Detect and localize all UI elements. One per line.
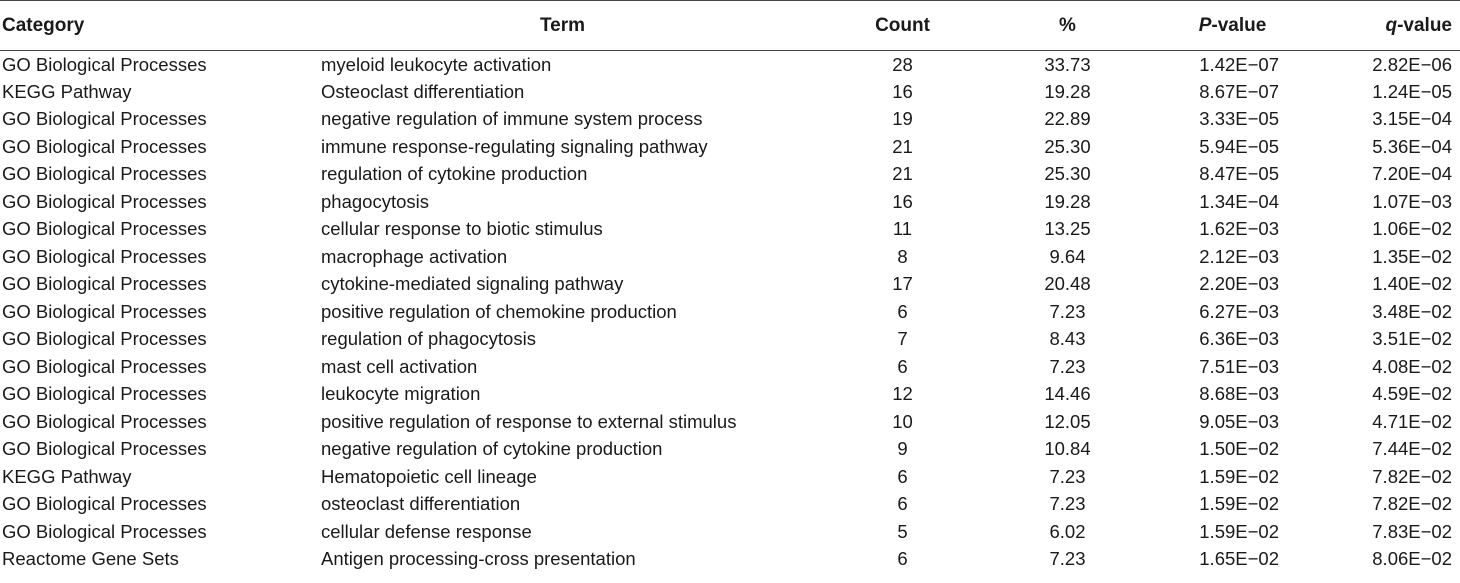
cell-term: phagocytosis	[321, 190, 429, 212]
cell-pvalue: 1.65E−02	[1199, 548, 1279, 570]
cell-term: Antigen processing-cross presentation	[321, 548, 636, 570]
cell-category: GO Biological Processes	[2, 355, 207, 377]
cell-category: GO Biological Processes	[2, 53, 207, 75]
table-row	[0, 188, 1460, 216]
table-row	[0, 216, 1460, 244]
cell-term: osteoclast differentiation	[321, 493, 521, 515]
header-pvalue	[1150, 1, 1315, 51]
table-row	[0, 353, 1460, 381]
cell-term: regulation of cytokine production	[321, 163, 588, 185]
cell-pvalue: 8.67E−07	[1199, 80, 1279, 102]
cell-category: GO Biological Processes	[2, 383, 207, 405]
cell-percent: 19.28	[1044, 190, 1091, 212]
cell-category: Reactome Gene Sets	[2, 548, 179, 570]
cell-category: GO Biological Processes	[2, 300, 207, 322]
cell-qvalue: 1.06E−02	[1372, 218, 1452, 240]
cell-percent: 33.73	[1044, 53, 1091, 75]
cell-percent: 13.25	[1044, 218, 1091, 240]
table-row	[0, 271, 1460, 299]
cell-percent: 22.89	[1044, 108, 1091, 130]
cell-count: 16	[892, 80, 913, 102]
cell-category: GO Biological Processes	[2, 245, 207, 267]
cell-category: GO Biological Processes	[2, 108, 207, 130]
table-row	[0, 463, 1460, 491]
cell-count: 8	[897, 245, 908, 267]
cell-qvalue: 7.82E−02	[1372, 493, 1452, 515]
cell-category: GO Biological Processes	[2, 218, 207, 240]
cell-pvalue: 8.68E−03	[1199, 383, 1279, 405]
cell-pvalue: 1.62E−03	[1199, 218, 1279, 240]
table-row	[0, 161, 1460, 189]
cell-category: GO Biological Processes	[2, 328, 207, 350]
table-row	[0, 491, 1460, 519]
header-term: Term	[305, 1, 820, 51]
cell-qvalue: 1.07E−03	[1372, 190, 1452, 212]
cell-pvalue: 2.12E−03	[1199, 245, 1279, 267]
cell-qvalue: 4.59E−02	[1372, 383, 1452, 405]
cell-qvalue: 8.06E−02	[1372, 548, 1452, 570]
cell-qvalue: 7.82E−02	[1372, 465, 1452, 487]
cell-category: GO Biological Processes	[2, 438, 207, 460]
cell-qvalue: 1.40E−02	[1372, 273, 1452, 295]
cell-term: negative regulation of cytokine production	[321, 438, 663, 460]
cell-term: macrophage activation	[321, 245, 508, 267]
cell-qvalue: 1.24E−05	[1372, 80, 1452, 102]
cell-pvalue: 8.47E−05	[1199, 163, 1279, 185]
cell-qvalue: 2.82E−06	[1372, 53, 1452, 75]
cell-term: negative regulation of immune system process	[321, 108, 703, 130]
cell-count: 11	[892, 218, 913, 240]
cell-pvalue: 1.34E−04	[1199, 190, 1279, 212]
cell-count: 28	[892, 53, 913, 75]
table-row	[0, 106, 1460, 134]
cell-qvalue: 7.20E−04	[1372, 163, 1452, 185]
cell-category: GO Biological Processes	[2, 493, 207, 515]
header-qvalue-italic: q	[1385, 14, 1398, 36]
cell-qvalue: 7.44E−02	[1372, 438, 1452, 460]
header-count: Count	[820, 1, 985, 51]
cell-pvalue: 1.59E−02	[1199, 465, 1279, 487]
cell-count: 6	[897, 355, 908, 377]
table-row	[0, 518, 1460, 546]
table-row	[0, 381, 1460, 409]
cell-term: mast cell activation	[321, 355, 478, 377]
cell-category: KEGG Pathway	[2, 80, 132, 102]
cell-pvalue: 3.33E−05	[1199, 108, 1279, 130]
cell-term: Osteoclast differentiation	[321, 80, 525, 102]
cell-qvalue: 7.83E−02	[1372, 520, 1452, 542]
cell-count: 6	[897, 548, 908, 570]
cell-term: leukocyte migration	[321, 383, 481, 405]
cell-qvalue: 4.71E−02	[1372, 410, 1452, 432]
cell-percent: 7.23	[1049, 465, 1086, 487]
header-pvalue-italic: P	[1198, 14, 1212, 36]
cell-count: 7	[897, 328, 908, 350]
cell-percent: 8.43	[1049, 328, 1086, 350]
cell-percent: 10.84	[1044, 438, 1091, 460]
cell-percent: 7.23	[1049, 355, 1086, 377]
table-row	[0, 408, 1460, 436]
table-row	[0, 51, 1460, 79]
cell-percent: 7.23	[1049, 548, 1086, 570]
cell-category: GO Biological Processes	[2, 190, 207, 212]
header-qvalue-rest: -value	[1397, 14, 1452, 36]
cell-category: GO Biological Processes	[2, 520, 207, 542]
cell-pvalue: 1.59E−02	[1199, 493, 1279, 515]
header-row	[0, 1, 1460, 51]
cell-pvalue: 7.51E−03	[1199, 355, 1279, 377]
cell-term: immune response-regulating signaling pathway	[321, 135, 708, 157]
cell-category: GO Biological Processes	[2, 163, 207, 185]
cell-count: 19	[892, 108, 913, 130]
cell-term: Hematopoietic cell lineage	[321, 465, 537, 487]
cell-qvalue: 4.08E−02	[1372, 355, 1452, 377]
cell-pvalue: 5.94E−05	[1199, 135, 1279, 157]
table-row	[0, 243, 1460, 271]
cell-count: 6	[897, 493, 908, 515]
cell-percent: 7.23	[1049, 493, 1086, 515]
cell-count: 6	[897, 465, 908, 487]
cell-category: GO Biological Processes	[2, 273, 207, 295]
cell-category: KEGG Pathway	[2, 465, 132, 487]
cell-count: 21	[892, 135, 913, 157]
cell-count: 17	[892, 273, 913, 295]
cell-category: GO Biological Processes	[2, 410, 207, 432]
cell-percent: 19.28	[1044, 80, 1091, 102]
cell-percent: 25.30	[1044, 135, 1091, 157]
table-row	[0, 133, 1460, 161]
table-row	[0, 546, 1460, 574]
cell-percent: 12.05	[1044, 410, 1091, 432]
table-body	[0, 51, 1460, 574]
cell-term: regulation of phagocytosis	[321, 328, 536, 350]
cell-count: 21	[892, 163, 913, 185]
header-pvalue-rest: -value	[1211, 14, 1267, 36]
cell-qvalue: 3.51E−02	[1372, 328, 1452, 350]
header-percent: %	[985, 1, 1150, 51]
cell-qvalue: 3.48E−02	[1372, 300, 1452, 322]
cell-term: cellular response to biotic stimulus	[321, 218, 603, 240]
cell-percent: 20.48	[1044, 273, 1091, 295]
cell-percent: 7.23	[1049, 300, 1086, 322]
cell-term: cellular defense response	[321, 520, 532, 542]
cell-percent: 6.02	[1049, 520, 1086, 542]
cell-percent: 9.64	[1049, 245, 1086, 267]
cell-count: 10	[892, 410, 913, 432]
table-row	[0, 326, 1460, 354]
cell-pvalue: 1.59E−02	[1199, 520, 1279, 542]
cell-count: 12	[892, 383, 913, 405]
cell-term: positive regulation of response to external stimulus	[321, 410, 737, 432]
table-row	[0, 78, 1460, 106]
cell-pvalue: 1.42E−07	[1199, 53, 1279, 75]
cell-pvalue: 9.05E−03	[1199, 410, 1279, 432]
cell-category: GO Biological Processes	[2, 135, 207, 157]
cell-term: myeloid leukocyte activation	[321, 53, 552, 75]
header-category: Category	[0, 1, 305, 51]
cell-qvalue: 1.35E−02	[1372, 245, 1452, 267]
cell-count: 5	[897, 520, 908, 542]
cell-percent: 25.30	[1044, 163, 1091, 185]
cell-term: cytokine-mediated signaling pathway	[321, 273, 624, 295]
cell-qvalue: 3.15E−04	[1372, 108, 1452, 130]
cell-qvalue: 5.36E−04	[1372, 135, 1452, 157]
cell-percent: 14.46	[1044, 383, 1091, 405]
cell-count: 16	[892, 190, 913, 212]
cell-pvalue: 2.20E−03	[1199, 273, 1279, 295]
cell-count: 9	[897, 438, 908, 460]
header-qvalue	[1315, 1, 1460, 51]
cell-pvalue: 6.27E−03	[1199, 300, 1279, 322]
table-row	[0, 298, 1460, 326]
cell-count: 6	[897, 300, 908, 322]
cell-term: positive regulation of chemokine production	[321, 300, 677, 322]
cell-pvalue: 6.36E−03	[1199, 328, 1279, 350]
cell-pvalue: 1.50E−02	[1199, 438, 1279, 460]
table-row	[0, 436, 1460, 464]
